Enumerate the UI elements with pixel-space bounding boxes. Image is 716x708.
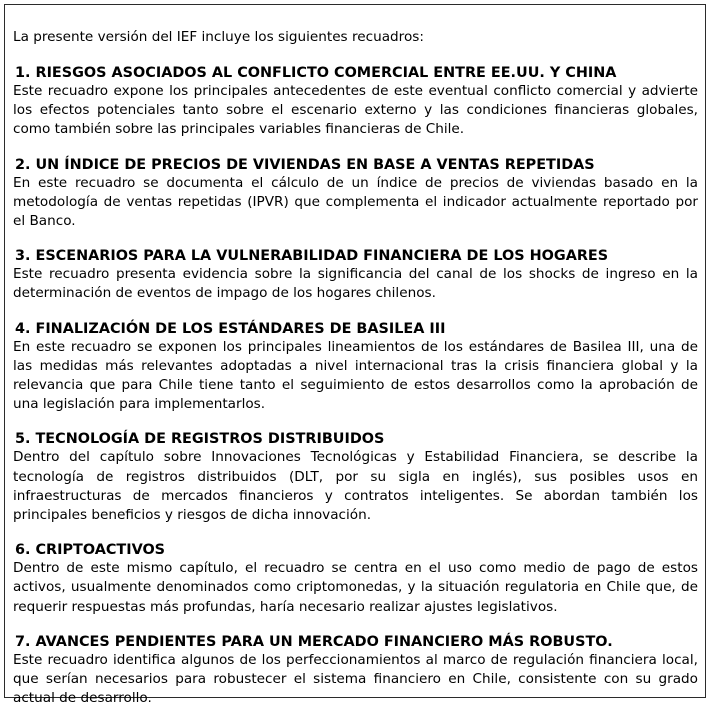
section-2 [13,156,698,232]
section-body: En este recuadro se documenta el cálculo de un índice de precios de viviendas basado en la metodología de ventas repetidas (IPVR) que complementa el indicador actualmente reportado por el Banco. [13,174,698,230]
section-body: En este recuadro se exponen los principales lineamientos de los estándares de Basilea III, una de las medidas más relevantes adoptadas a nivel internacional tras la crisis financiera global y la relevancia que para Chile tiene tanto el seguimiento de estos desarrollos como la aprobación de una legislación para implementarlos. [13,338,698,413]
section-1 [13,64,698,140]
section-body: Este recuadro expone los principales antecedentes de este eventual conflicto comercial y advierte los efectos potenciales tanto sobre el escenario externo y las condiciones financieras globales, como también sobre las principales variables financieras de Chile. [13,83,698,138]
section-title: 4. FINALIZACIÓN DE LOS ESTÁNDARES DE BASILEA III [15,320,446,337]
section-body: Dentro del capítulo sobre Innovaciones Tecnológicas y Estabilidad Financiera, se describe la tecnología de registros distribuidos (DLT, por su sigla en inglés), sus posibles usos en infraestructuras de mercados financieros y contratos inteligentes. Se abordan también los principales beneficios y riesgos de dicha innovación. [13,449,698,524]
section-title: 3. ESCENARIOS PARA LA VULNERABILIDAD FINANCIERA DE LOS HOGARES [15,248,609,265]
intro-text: La presente versión del IEF incluye los siguientes recuadros: [13,29,424,45]
section-title: 2. UN ÍNDICE DE PRECIOS DE VIVIENDAS EN BASE A VENTAS REPETIDAS [15,156,595,173]
recuadros-box [4,4,706,707]
section-6 [13,541,698,617]
section-body: Este recuadro identifica algunos de los perfeccionamientos al marco de regulación financiera local, que serían necesarios para robustecer el sistema financiero en Chile, consistente con su grado actual de desarrollo. [13,651,698,707]
section-5 [13,430,698,525]
section-4 [13,320,698,415]
section-3 [13,247,698,303]
section-title: 6. CRIPTOACTIVOS [15,542,166,559]
section-body: Este recuadro presenta evidencia sobre la significancia del canal de los shocks de ingreso en la determinación de eventos de impago de los hogares chilenos. [13,266,698,302]
section-title: 5. TECNOLOGÍA DE REGISTROS DISTRIBUIDOS [15,431,385,448]
section-title: 1. RIESGOS ASOCIADOS AL CONFLICTO COMERCIAL ENTRE EE.UU. Y CHINA [15,65,617,81]
section-7 [13,633,698,708]
section-body: Dentro de este mismo capítulo, el recuadro se centra en el uso como medio de pago de estos activos, usualmente denominados como criptomonedas, y la situación regulatoria en Chile que, de requerir respuestas más profundas, haría necesario realizar ajustes legislativos. [13,560,698,615]
section-title: 7. AVANCES PENDIENTES PARA UN MERCADO FINANCIERO MÁS ROBUSTO. [15,633,613,650]
